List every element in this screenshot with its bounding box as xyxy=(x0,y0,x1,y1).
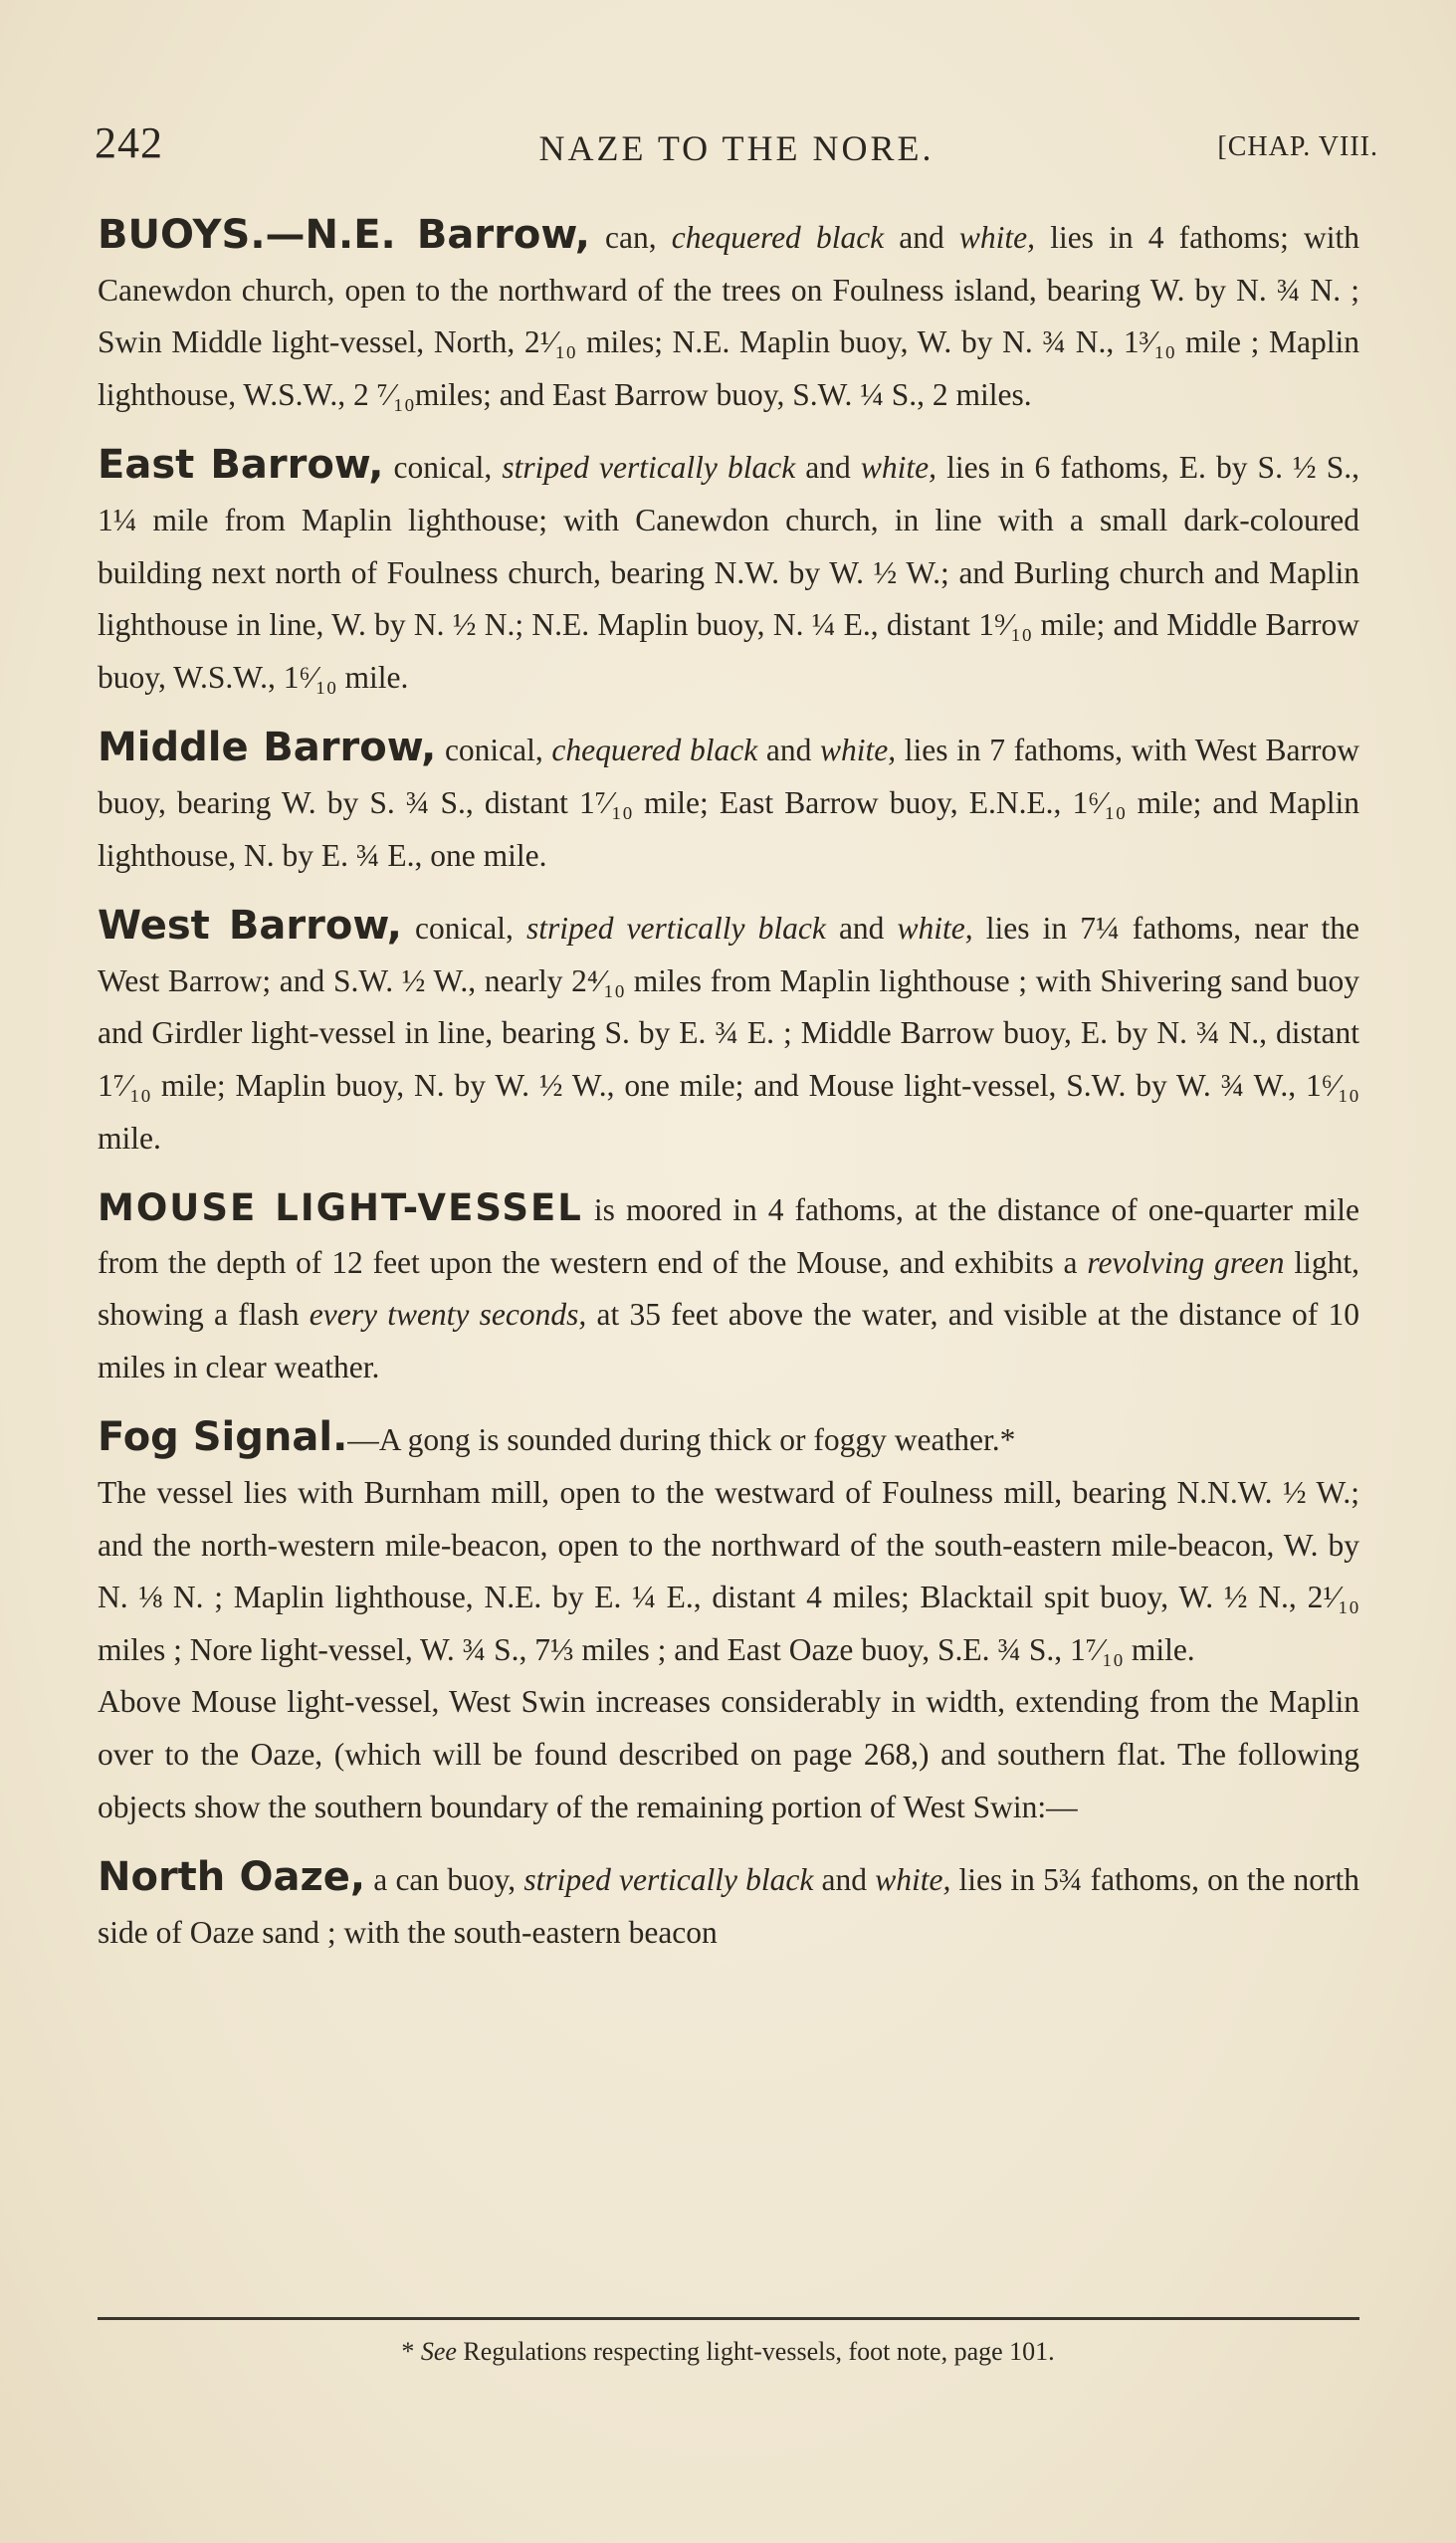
paragraph-west-barrow: West Barrow, conical, striped vertically black and white, lies in 7¼ fathoms, near the West Barrow; and S.W. ½ W., nearly 2⁴⁄₁₀ miles from Maplin lighthouse ; with Shivering sand buoy and Girdler light-vessel in line, bearing S. by E. ¾ E. ; Middle Barrow buoy, E. by N. ¾ N., distant 1⁷⁄₁₀ mile; Maplin buoy, N. by W. ½ W., one mile; and Mouse light-vessel, S.W. by W. ¾ W., 1⁶⁄₁₀ mile. xyxy=(98,903,1359,1156)
heading-north-oaze: North Oaze, xyxy=(98,1854,366,1901)
footnote-marker: * xyxy=(401,2337,421,2366)
footnote-text: Regulations respecting light-vessels, foot note, page 101. xyxy=(456,2337,1055,2366)
running-title: NAZE TO THE NORE. xyxy=(538,128,935,168)
footnote xyxy=(0,2337,1456,2367)
heading-middle-barrow: Middle Barrow, xyxy=(98,725,437,771)
chapter-label: [CHAP. VIII. xyxy=(1217,131,1378,162)
heading-east-barrow: East Barrow, xyxy=(98,442,384,489)
footnote-see: See xyxy=(420,2337,457,2366)
heading-west-barrow: West Barrow, xyxy=(98,903,402,950)
paragraph-north-oaze: North Oaze, a can buoy, striped vertically black and white, lies in 5¾ fathoms, on the north side of Oaze sand ; with the south-eastern beacon xyxy=(98,1854,1360,1950)
footnote-rule xyxy=(98,2317,1359,2320)
paragraph-east-barrow: East Barrow, conical, striped vertically black and white, lies in 6 fathoms, E. by S. ½ S., 1¼ mile from Maplin lighthouse; with Canewdon church, in line with a small dark-coloured building next north of Foulness church, bearing N.W. by W. ½ W.; and Burling church and Maplin lighthouse in line, W. by N. ½ N.; N.E. Maplin buoy, N. ¼ E., distant 1⁹⁄₁₀ mile; and Middle Barrow buoy, W.S.W., 1⁶⁄₁₀ mile. xyxy=(98,442,1360,695)
heading-mouse-light-vessel: MOUSE LIGHT-VESSEL xyxy=(98,1186,583,1230)
paragraph-vessel-bearings: The vessel lies with Burnham mill, open to the westward of Foulness mill, bearing N.N.W. ½ W.; and the north-western mile-beacon, open to the northward of the south-eastern mile-beacon, W. by N. ⅛ N. ; Maplin lighthouse, N.E. by E. ¼ E., distant 4 miles; Blacktail spit buoy, W. ½ N., 2¹⁄₁₀ miles ; Nore light-vessel, W. ¾ S., 7⅓ miles ; and East Oaze buoy, S.E. ¾ S., 1⁷⁄₁₀ mile. xyxy=(98,1475,1359,1667)
page-body xyxy=(98,209,1359,1959)
page-number: 242 xyxy=(95,118,163,167)
page-header xyxy=(95,117,1378,177)
paragraph-west-swin: Above Mouse light-vessel, West Swin increases considerably in width, extending from the Maplin over to the Oaze, (which will be found described on page 268,) and southern flat. The following objects show the southern boundary of the remaining portion of West Swin:— xyxy=(98,1684,1359,1824)
paragraph-fog-signal: Fog Signal.—A gong is sounded during thick or foggy weather.* xyxy=(98,1414,1016,1461)
paragraph-mouse-light-vessel: MOUSE LIGHT-VESSEL is moored in 4 fathoms, at the distance of one-quarter mile from the depth of 12 feet upon the western end of the Mouse, and exhibits a revolving green light, showing a flash every twenty seconds, at 35 feet above the water, and visible at the distance of 10 miles in clear weather. xyxy=(98,1186,1359,1384)
paragraph-ne-barrow: BUOYS.—N.E. Barrow, can, chequered black and white, lies in 4 fathoms; with Canewdon church, open to the northward of the trees on Foulness island, bearing W. by N. ¾ N. ; Swin Middle light-vessel, North, 2¹⁄₁₀ miles; N.E. Maplin buoy, W. by N. ¾ N., 1³⁄₁₀ mile ; Maplin lighthouse, W.S.W., 2 ⁷⁄₁₀miles; and East Barrow buoy, S.W. ¼ S., 2 miles. xyxy=(98,212,1359,412)
paragraph-middle-barrow: Middle Barrow, conical, chequered black and white, lies in 7 fathoms, with West Barrow buoy, bearing W. by S. ¾ S., distant 1⁷⁄₁₀ mile; East Barrow buoy, E.N.E., 1⁶⁄₁₀ mile; and Maplin lighthouse, N. by E. ¾ E., one mile. xyxy=(98,725,1359,873)
heading-fog-signal: Fog Signal. xyxy=(98,1414,348,1461)
heading-ne-barrow: BUOYS.—N.E. Barrow, xyxy=(98,212,590,258)
